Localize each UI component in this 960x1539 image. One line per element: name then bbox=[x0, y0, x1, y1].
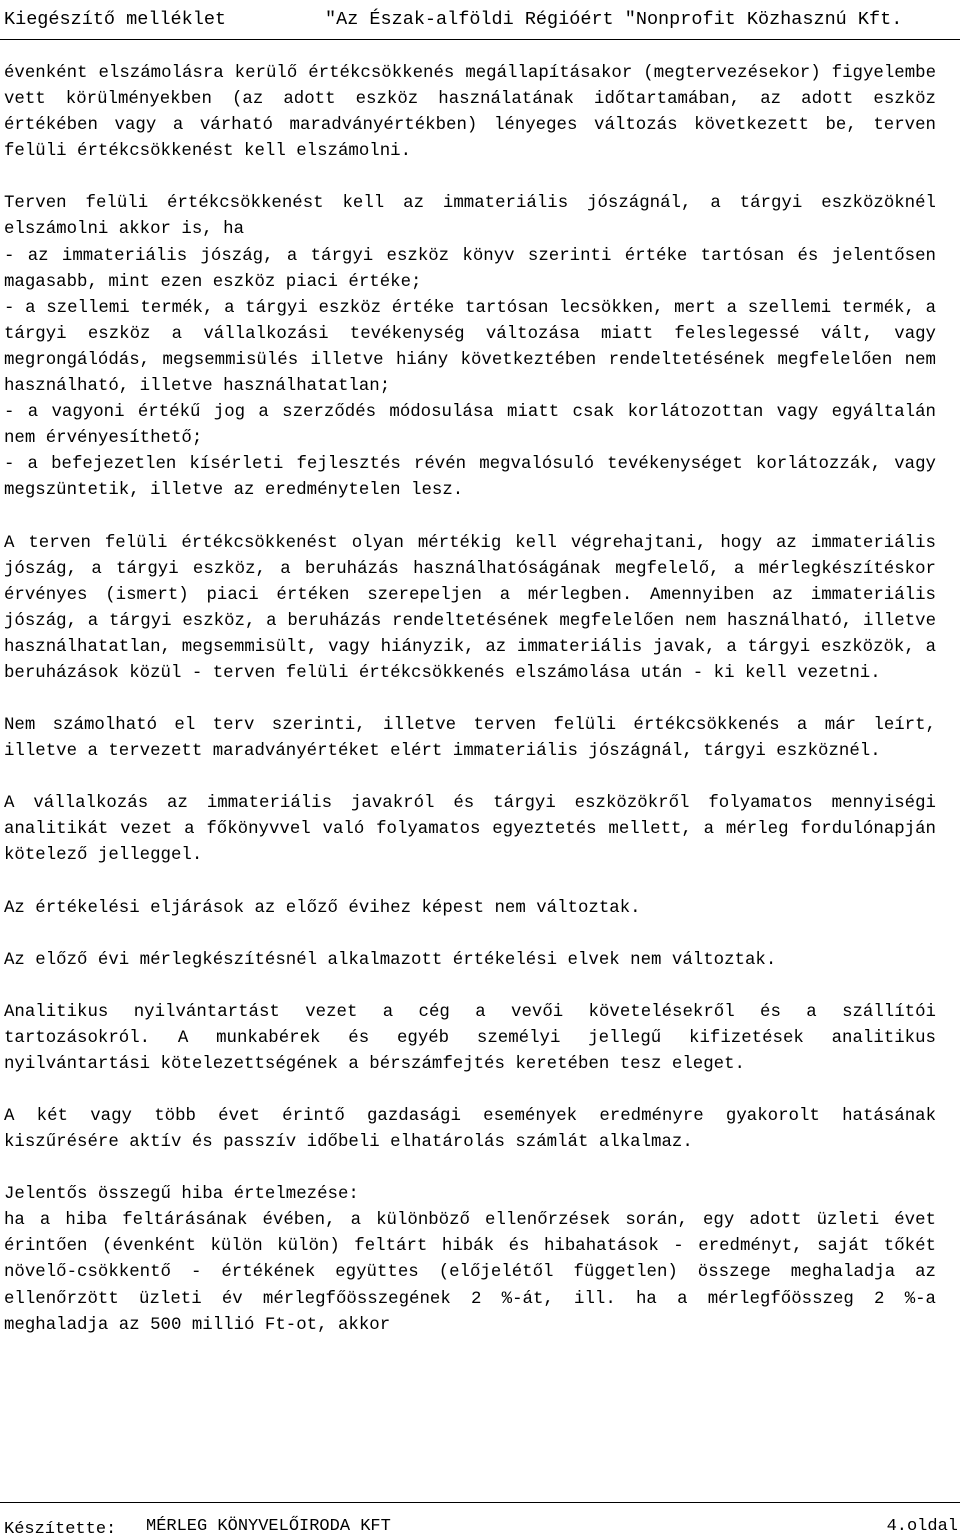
list-item-book-value: - az immateriális jószág, a tárgyi eszköz könyv szerinti értéke tartósan és jelentősen magasabb, mint ezen eszköz piaci értéke; bbox=[4, 246, 936, 292]
paragraph-valuation-procedures: Az értékelési eljárások az előző évihez képest nem változtak. bbox=[4, 898, 641, 918]
document-title: Kiegészítő melléklet bbox=[4, 9, 227, 30]
page-number: 4.oldal bbox=[886, 1517, 958, 1536]
list-item-intellectual-product: - a szellemi termék, a tárgyi eszköz értéke tartósan lecsökken, mert a szellemi termék, a tárgyi eszköz a vállalkozási tevékenység változása miatt feleslegessé vált, vagy megrongálódás, megsemmisülés illetve hiány következtében rendeltetésének megfelelően nem használható, illetve használhatatlan; bbox=[4, 298, 936, 397]
paragraph-extraordinary-extent: A terven felüli értékcsökkenést olyan mértékig kell végrehajtani, hogy az immateriális jószág, a tárgyi eszköz, a beruházás használhatóságának megfelelő, a mérlegkészítéskor érvényes (ismert) piaci értéken szerepeljen a mérlegben. Amennyiben az immateriális jószág, a tárgyi eszköz, a beruházás rendeltetésének megfelelően nem használható, illetve használhatatlan, megsemmisült, vagy hiányzik, az immateriális javak, a tárgyi eszközök, a beruházások közül - terven felüli értékcsökkenés elszámolása után - ki kell vezetni. bbox=[4, 533, 936, 683]
paragraph-analytics: A vállalkozás az immateriális javakról és tárgyi eszközökről folyamatos mennyiségi analitikát vezet a főkönyvvel való folyamatos egyeztetés mellett, a mérleg fordulónapján kötelező jelleggel. bbox=[4, 794, 936, 866]
paragraph-depreciation-intro: évenként elszámolásra kerülő értékcsökkenés megállapításakor (megtervezésekor) figyelembe vett körülményekben (az adott eszköz használatának időtartamában, az adott eszköz értékében vagy a várható maradványértékben) lényeges változás következett be, terven felüli értékcsökkenést kell elszámolni. bbox=[4, 64, 936, 162]
page-footer bbox=[0, 1502, 960, 1538]
prepared-by-company: MÉRLEG KÖNYVELŐIRODA KFT bbox=[146, 1517, 391, 1536]
paragraph-extraordinary-conditions: Terven felüli értékcsökkenést kell az immateriális jószágnál, a tárgyi eszközöknél elszámolni akkor is, ha bbox=[4, 194, 936, 240]
paragraph-valuation-principles: Az előző évi mérlegkészítésnél alkalmazott értékelési elvek nem változtak. bbox=[4, 950, 777, 970]
page-header bbox=[0, 0, 960, 40]
paragraph-accruals: A két vagy több évet érintő gazdasági események eredményre gyakorolt hatásának kiszűrésére aktív és passzív időbeli elhatárolás számlát alkalmaz. bbox=[4, 1107, 936, 1153]
paragraph-significant-error: ha a hiba feltárásának évében, a különböző ellenőrzések során, egy adott üzleti évet érintően (évenként külön külön) feltárt hibák és hibahatások - eredményt, saját tőkét növelő-csökkentő - értékének együttes (előjelétől független) összege meghaladja az ellenőrzött üzleti év mérlegfőösszegének 2 %-át, ill. ha a mérlegfőösszeg 2 %-a meghaladja az 500 millió Ft-ot, akkor bbox=[4, 1211, 936, 1335]
paragraph-receivables: Analitikus nyilvántartást vezet a cég a vevői követelésekről és a szállítói tartozásokról. A munkabérek és egyéb személyi jellegű kifizetések analitikus nyilvántartási kötelezettségének a bérszámfejtés keretében tesz eleget. bbox=[4, 1002, 936, 1074]
paragraph-no-depreciation: Nem számolható el terv szerinti, illetve terven felüli értékcsökkenés a már leírt, illetve a tervezett maradványértéket elért immateriális jószágnál, tárgyi eszköznél. bbox=[4, 716, 936, 762]
list-item-property-right: - a vagyoni értékű jog a szerződés módosulása miatt csak korlátozottan vagy egyáltalán nem érvényesíthető; bbox=[4, 403, 936, 449]
list-item-experimental-development: - a befejezetlen kísérleti fejlesztés révén megvalósuló tevékenységet korlátozzák, vagy megszüntetik, illetve az eredménytelen lesz. bbox=[4, 455, 936, 501]
document-body bbox=[4, 61, 936, 1339]
prepared-by-label: Készítette: bbox=[4, 1520, 117, 1539]
company-name: "Az Észak-alföldi Régióért "Nonprofit Közhasznú Kft. bbox=[325, 9, 903, 30]
paragraph-significant-error-heading: Jelentős összegű hiba értelmezése: bbox=[4, 1185, 359, 1205]
